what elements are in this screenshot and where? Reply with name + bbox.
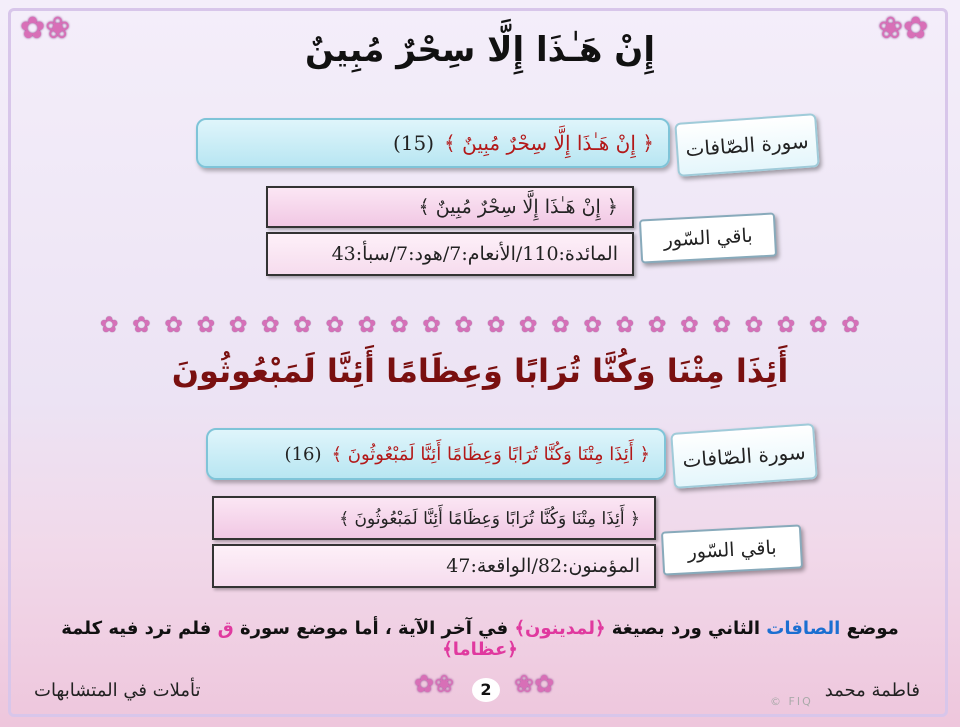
refs-box [266,232,634,276]
flower-icon: ✿ [164,312,183,338]
flower-icon: ✿ [261,312,280,338]
note-highlight: الصافات [766,618,841,639]
series-title: تأملات في المتشابهات [34,680,201,701]
rest-verse-box [212,496,656,540]
sura-label: سورة الصّافات [670,423,818,489]
flower-icon: ✿ [325,312,345,338]
rest-verse-text: ﴿ إِنْ هَـٰذَا إِلَّا سِحْرٌ مُبِينٌ ﴾ [418,196,618,218]
section-title: أَئِذَا مِتْنَا وَكُنَّا تُرَابًا وَعِظَامًا أَئِنَّا لَمَبْعُوثُونَ [171,352,789,390]
verse-text: ﴿ إِنْ هَـٰذَا إِلَّا سِحْرٌ مُبِينٌ ﴾ [444,131,654,155]
verse-number: (16) [284,443,322,465]
flower-icon: ✿ [744,312,764,338]
flower-icon: ✿ [390,312,409,338]
flower-icon: ✿ [422,312,441,338]
flower-icon: ✿ [615,312,635,338]
verse-box [196,118,670,168]
refs-box [212,544,656,588]
flower-icon: ✿ [583,312,602,338]
flower-icon: ✿ [486,312,506,338]
flower-icon: ✿❀ [20,11,71,46]
sura-label: سورة الصّافات [674,113,819,177]
verse-text: ﴿ أَئِذَا مِتْنَا وَكُنَّا تُرَابًا وَعِظَامًا أَئِنَّا لَمَبْعُوثُونَ ﴾ [331,443,650,465]
rest-label: باقي السّور [639,212,777,263]
flower-icon: ✿ [454,312,474,338]
watermark: © FIQ [770,695,813,708]
note-part: الثاني ورد بصيغة [605,618,767,639]
note-highlight: ق [217,618,234,639]
rest-verse-box [266,186,634,228]
flower-icon: ✿ [100,312,119,338]
rest-verse-text: ﴿ أَئِذَا مِتْنَا وَكُنَّا تُرَابًا وَعِظَامًا أَئِنَّا لَمَبْعُوثُونَ ﴾ [339,508,640,529]
note-part: في آخر الآية ، أما موضع سورة [233,618,515,639]
flower-icon: ✿ [809,312,828,338]
flower-divider [100,312,860,338]
refs-text: المؤمنون:82/الواقعة:47 [446,555,640,577]
flower-icon: ✿ [228,312,248,338]
flower-icon: ❀✿ [514,670,555,698]
flower-icon: ❀✿ [878,11,929,46]
author-name: فاطمة محمد [824,680,920,701]
flower-icon: ✿ [680,312,699,338]
flower-icon: ✿ [712,312,731,338]
flower-icon: ✿ [551,312,570,338]
page-title: إِنْ هَـٰذَا إِلَّا سِحْرٌ مُبِينٌ [305,30,655,70]
verse-box [206,428,666,480]
refs-text: المائدة:110/الأنعام:7/هود:7/سبأ:43 [331,243,618,265]
page-number: 2 [472,678,500,702]
flower-icon: ✿ [841,312,860,338]
rest-label: باقي السّور [661,524,803,575]
note-highlight: ﴿لمدينون﴾ [514,618,606,639]
note-part: فلم ترد فيه كلمة [61,618,218,639]
flower-icon: ✿ [196,312,216,338]
flower-icon: ✿ [357,312,377,338]
flower-icon: ✿ [776,312,796,338]
flower-icon: ✿❀ [414,670,455,698]
note-text [30,618,930,660]
flower-icon: ✿ [647,312,667,338]
flower-icon: ✿ [293,312,312,338]
note-highlight: ﴿عظاما﴾ [442,639,518,660]
verse-number: (15) [392,131,435,155]
note-part: موضع [840,618,899,639]
flower-icon: ✿ [132,312,151,338]
flower-icon: ✿ [519,312,538,338]
